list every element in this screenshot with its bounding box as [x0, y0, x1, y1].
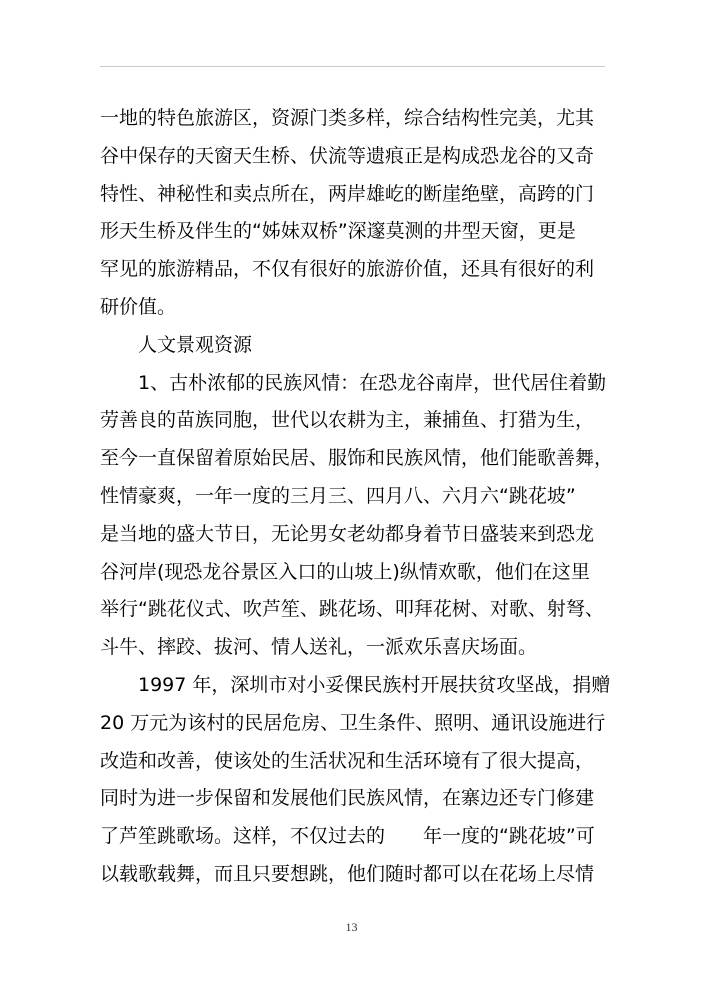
- text-line: 以载歌载舞，而且只要想跳，他们随时都可以在花场上尽情: [100, 862, 595, 885]
- text-line: 特性、神秘性和卖点所在，两岸雄屹的断崖绝壁，高跨的门: [100, 182, 595, 205]
- text-line: 1、古朴浓郁的民族风情：在恐龙谷南岸，世代居住着勤: [138, 371, 607, 394]
- text-line: 改造和改善，使该处的生活状况和生活环境有了很大提高，: [100, 749, 595, 772]
- text-line: 同时为进一步保留和发展他们民族风情，在寨边还专门修建: [100, 787, 595, 810]
- section-heading: 人文景观资源: [138, 333, 253, 356]
- text-line: 斗牛、摔跤、拔河、情人送礼，一派欢乐喜庆场面。: [100, 636, 538, 659]
- text-line: 形天生桥及伴生的“姊妹双桥”深邃莫测的井型天窗，更是: [100, 220, 576, 243]
- text-line: 劳善良的苗族同胞，世代以农耕为主，兼捕鱼、打猎为生，: [100, 409, 595, 432]
- text-line: 了芦笙跳歌场。这样，不仅过去的 年一度的“跳花坡”可: [100, 825, 595, 848]
- text-line: 至今一直保留着原始民居、服饰和民族风情，他们能歌善舞，: [100, 447, 614, 470]
- text-line: 1997 年，深圳市对小妥倮民族村开展扶贫攻坚战，捐赠: [138, 673, 611, 696]
- header-rule: [100, 66, 605, 67]
- page-number: 13: [345, 920, 358, 934]
- paragraph-natural-resources: [100, 100, 615, 327]
- text-line: 谷中保存的天窗天生桥、伏流等遗痕正是构成恐龙谷的又奇: [100, 144, 595, 167]
- text-line: 研价值。: [100, 295, 177, 318]
- paragraph-poverty-relief: [100, 667, 615, 894]
- text-line: 性情豪爽，一年一度的三月三、四月八、六月六“跳花坡”: [100, 484, 576, 507]
- text-line: 是当地的盛大节日，无论男女老幼都身着节日盛装来到恐龙: [100, 522, 595, 545]
- document-body: [100, 100, 615, 894]
- text-line: 罕见的旅游精品，不仅有很好的旅游价值，还具有很好的利: [100, 258, 595, 281]
- text-line: 谷河岸(现恐龙谷景区入口的山坡上)纵情欢歌，他们在这里: [100, 560, 590, 583]
- text-line: 举行“跳花仪式、吹芦笙、跳花场、叩拜花树、对歌、射弩、: [100, 598, 604, 621]
- paragraph-ethnic-customs: [100, 365, 615, 667]
- text-line: 20 万元为该村的民居危房、卫生条件、照明、通讯设施进行: [100, 711, 606, 734]
- text-line: 一地的特色旅游区，资源门类多样，综合结构性完美，尤其: [100, 107, 595, 129]
